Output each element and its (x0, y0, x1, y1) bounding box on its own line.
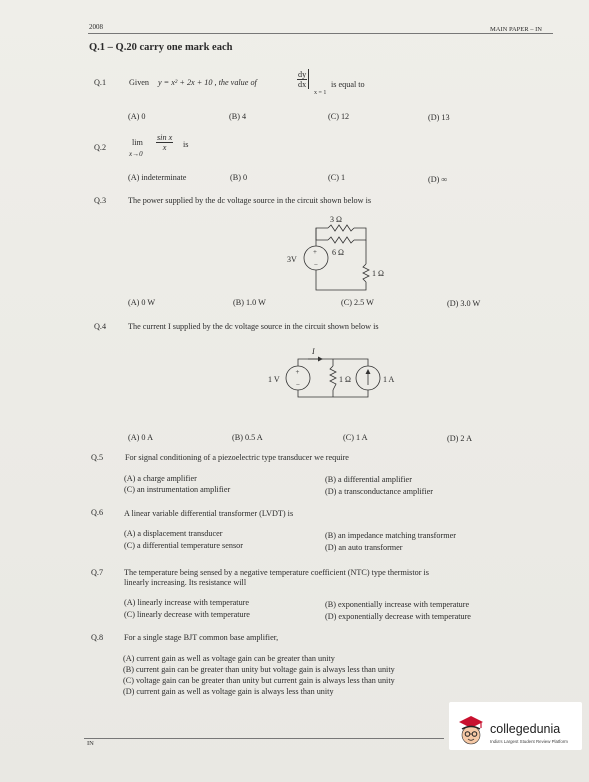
q3-label-source: 3V (287, 255, 297, 264)
q2-option-c: (C) 1 (328, 173, 346, 182)
q2-number: Q.2 (94, 143, 107, 152)
q6-number: Q.6 (91, 508, 104, 517)
q5-option-b: (B) a differential amplifier (325, 475, 412, 484)
q2-numerator: sin x (157, 133, 173, 142)
q3-minus-sign: − (314, 261, 318, 269)
year-label: 2008 (89, 23, 103, 31)
q3-option-b: (B) 1.0 W (233, 298, 266, 307)
q6-option-d: (D) an auto transformer (325, 543, 403, 552)
q2-lim: lim (132, 138, 143, 147)
q1-option-b: (B) 4 (229, 112, 247, 121)
q5-option-d: (D) a transconductance amplifier (325, 487, 433, 496)
q1-option-a: (A) 0 (128, 112, 146, 121)
q1-expression: y = x² + 2x + 10 , the value of (158, 78, 257, 87)
q6-option-b: (B) an impedance matching transformer (325, 531, 456, 540)
q7-option-d: (D) exponentially decrease with temperature (325, 612, 471, 621)
q1-option-d: (D) 13 (428, 113, 450, 122)
q8-number: Q.8 (91, 633, 104, 642)
q4-number: Q.4 (94, 322, 107, 331)
q3-text: The power supplied by the dc voltage source in the circuit shown below is (128, 196, 372, 205)
q3-resistor-3ohm (328, 225, 354, 231)
q2-lim-sub: x→0 (129, 150, 143, 158)
q1-number: Q.1 (94, 78, 107, 87)
q5-number: Q.5 (91, 453, 104, 462)
paper-label: MAIN PAPER – IN (490, 26, 542, 33)
q5-option-c: (C) an instrumentation amplifier (124, 485, 231, 494)
q1-dx: dx (298, 79, 307, 89)
q4-option-b: (B) 0.5 A (232, 433, 263, 442)
q7-text-line2: linearly increasing. Its resistance will (124, 578, 247, 587)
watermark-brand: collegedunia (490, 722, 561, 736)
q3-plus-sign: + (313, 248, 317, 256)
q2-option-d: (D) ∞ (428, 175, 448, 184)
q1-dy: dy (298, 69, 307, 79)
footer-code: IN (87, 740, 94, 747)
q8-option-d: (D) current gain as well as voltage gain is always less than unity (123, 687, 334, 696)
q4-label-1ohm: 1 Ω (339, 375, 351, 384)
q2-option-b: (B) 0 (230, 173, 248, 182)
graduate-face-logo-icon (456, 713, 486, 747)
q4-text: The current I supplied by the dc voltage source in the circuit shown below is (128, 322, 379, 331)
q1-derivative (297, 69, 309, 89)
section-heading: Q.1 – Q.20 carry one mark each (89, 42, 233, 53)
q6-option-a: (A) a displacement transducer (124, 529, 223, 538)
q4-resistor-1ohm (330, 366, 336, 390)
q7-option-a: (A) linearly increase with temperature (124, 598, 250, 607)
q2-fraction (156, 133, 173, 152)
q8-option-c: (C) voltage gain can be greater than unity but current gain is always less than unity (123, 676, 395, 685)
watermark-tagline: India's Largest Student Review Platform (490, 739, 568, 744)
footer-rule (84, 738, 444, 739)
q6-option-c: (C) a differential temperature sensor (124, 541, 243, 550)
q4-option-a: (A) 0 A (128, 433, 154, 442)
q3-label-1ohm: 1 Ω (372, 269, 384, 278)
q7-number: Q.7 (91, 568, 104, 577)
q3-option-a: (A) 0 W (128, 298, 156, 307)
q3-number: Q.3 (94, 196, 107, 205)
q5-option-a: (A) a charge amplifier (124, 474, 197, 483)
q2-is: is (183, 140, 189, 149)
q4-current-arrow (366, 369, 371, 374)
q2-denominator: x (162, 143, 167, 152)
q3-circuit-diagram (280, 208, 390, 300)
q8-option-b: (B) current gain can be greater than unity but voltage gain is always less than unity (123, 665, 395, 674)
header-rule (88, 33, 553, 34)
q3-label-6ohm: 6 Ω (332, 248, 344, 257)
q1-tail: is equal to (331, 80, 365, 89)
q1-given: Given (129, 78, 150, 87)
q4-I-arrow (318, 357, 323, 362)
q4-label-I: I (312, 347, 315, 356)
q4-option-c: (C) 1 A (343, 433, 368, 442)
q5-text: For signal conditioning of a piezoelectric type transducer we require (125, 453, 349, 462)
q8-text: For a single stage BJT common base amplifier, (124, 633, 279, 642)
q8-option-a: (A) current gain as well as voltage gain can be greater than unity (123, 654, 335, 663)
q4-option-d: (D) 2 A (447, 434, 473, 443)
q4-plus-sign: + (295, 368, 300, 376)
q3-label-3ohm: 3 Ω (330, 215, 342, 224)
q7-text-line1: The temperature being sensed by a negative temperature coefficient (NTC) type thermistor is (124, 568, 429, 577)
q3-option-c: (C) 2.5 W (341, 298, 374, 307)
q4-label-1A: 1 A (383, 375, 395, 384)
q3-resistor-6ohm (328, 237, 354, 243)
q3-resistor-1ohm (363, 264, 369, 282)
q7-option-c: (C) linearly decrease with temperature (124, 610, 250, 619)
q1-option-c: (C) 12 (328, 112, 350, 121)
q7-option-b: (B) exponentially increase with temperature (325, 600, 470, 609)
q2-option-a: (A) indeterminate (128, 173, 187, 182)
q3-option-d: (D) 3.0 W (447, 299, 481, 308)
q6-text: A linear variable differential transformer (LVDT) is (124, 509, 294, 518)
q4-label-source: 1 V (268, 375, 280, 384)
q4-minus-sign: − (296, 381, 300, 389)
q4-circuit-diagram (250, 344, 410, 410)
q1-eval-point: x = 1 (314, 90, 327, 96)
